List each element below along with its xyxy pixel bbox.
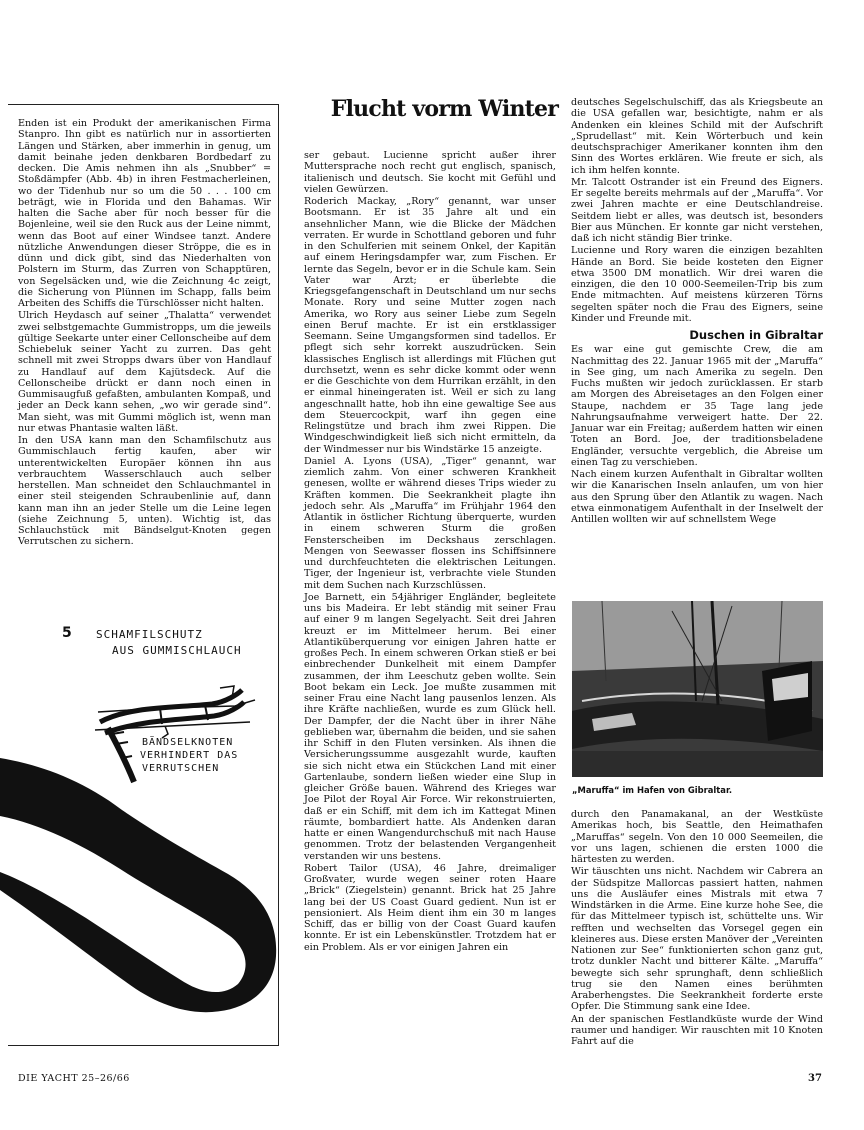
magazine-issue-footer: DIE YACHT 25–26/66	[18, 1073, 130, 1084]
paragraph: Robert Tailor (USA), 46 Jahre, dreimaliger Großvater, wurde wegen seiner roten Haare „Brick“ (Ziegelstein) genannt. Brick hat 25 Jahre lang bei der US Coast Guard gedient. Nun ist er pensioniert. Als Heim dient ihm ein 30 m langes Schiff, das er billig von der Coast Guard kaufen konnte. Er ist ein Lebenskünstler. Trotzdem hat er ein Problem. Als er vor einigen Jahren ein	[304, 862, 556, 953]
article-headline: Flucht vorm Winter	[330, 96, 558, 122]
right-text-column	[571, 97, 823, 526]
paragraph: Ulrich Heydasch auf seiner „Thalatta“ verwendet zwei selbstgemachte Gummistropps, um die jeweils gültige Seekarte unter einer Cellonscheibe auf dem Schiebeluk seiner Yacht zu zurren. Das geht schnell mit zwei Stropps dwars über von Handlauf zu Handlauf auf dem Kajütsdeck. Auf die Cellonscheibe drückt er dann noch einen in Gummisaugfuß gefaßten, ambulanten Kompaß, und jeder an Deck kann sehen, „wo wir gerade sind“. Man sieht, was mit Gummi möglich ist, wenn man nur etwas Phantasie walten läßt.	[18, 310, 271, 434]
yacht-photo-image	[572, 601, 823, 777]
paragraph: Wir täuschten uns nicht. Nachdem wir Cabrera an der Südspitze Mallorcas passiert hatten, nahmen uns die Ausläufer eines Mistrals mit etwa 7 Windstärken in die Arme. Eine kurze hohe See, die für das Mittelmeer typisch ist, schüttelte uns. Wir refften und wechselten das Vorsegel gegen ein kleineres aus. Diese ersten Manöver der „Vereinten Nationen zur See“ funktionierten schon ganz gut, trotz dunkler Nacht und bitterer Kälte. „Maruffa“ bewegte sich sehr sprunghaft, denn schließlich trug sie den Namen eines berühmten Araberhengstes. Die Seekrankheit forderte erste Opfer. Die Stimmung sank eine Idee.	[571, 866, 823, 1013]
paragraph: ser gebaut. Lucienne spricht außer ihrer Muttersprache noch recht gut englisch, spanisch, italienisch und deutsch. Sie kocht mit Gefühl und vielen Gewürzen.	[304, 150, 556, 195]
figure-label-line1: BÄNDSELKNOTEN	[142, 737, 234, 748]
paragraph: An der spanischen Festlandküste wurde der Wind raumer und handiger. Wir rauschten mit 10 Knoten Fahrt auf die	[571, 1013, 823, 1047]
paragraph: Roderich Mackay, „Rory“ genannt, war unser Bootsmann. Er ist 35 Jahre alt und ein ansehnlicher Mann, wie die Blicke der Mädchen verraten. Er wurde in Schottland geboren und fuhr in den Schulferien mit seinem Onkel, der Kapitän auf einem Heringsdampfer war, zum Fischen. Er lernte das Segeln, bevor er in die Schule kam. Sein Vater war Arzt; er überlebte die Kriegsgefangenschaft in Deutschland um nur sechs Monate. Rory und seine Mutter zogen nach Amerika, wo Rory aus seiner Liebe zum Segeln einen Beruf machte. Er ist ein erstklassiger Seemann. Seine Umgangsformen sind tadellos. Er pflegt sich sehr korrekt auszudrücken. Sein klassisches Englisch ist allerdings mit Flüchen gut durchsetzt, wenn es sehr dicke kommt oder wenn er die Geschichte von dem Hurrikan erzählt, in den er einmal hineingeraten ist. Weil er sich zu lang angeschnallt hatte, hob ihn eine gewaltige See aus dem Steuercockpit, warf ihn gegen eine Relingstütze und brach ihm zwei Rippen. Die Windgeschwindigkeit ließ sich nicht ermitteln, da der Windmesser nur bis Windstärke 15 anzeigte.	[304, 196, 556, 455]
paragraph: Es war eine gut gemischte Crew, die am Nachmittag des 22. Januar 1965 mit der „Maruffa“ in See ging, um nach Amerika zu segeln. Den Fuchs mußten wir jedoch zurücklassen. Er starb am Morgen des Abreisetages an den Folgen einer Staupe, nachdem er 35 Tage lang jede Nahrungsaufnahme verweigert hatte. Der 22. Januar war ein Freitag; außerdem hatten wir einen Toten an Bord. Joe, der traditionsbeladene Engländer, versuchte vergeblich, die Abreise um einen Tag zu verschieben.	[571, 344, 823, 468]
figure-label-line3: VERRUTSCHEN	[142, 763, 220, 774]
paragraph: Nach einem kurzen Aufenthalt in Gibraltar wollten wir die Kanarischen Inseln anlaufen, um von hier aus den Sprung über den Atlantik zu wagen. Nach etwa einmonatigem Aufenthalt in der Inselwelt der Antillen wollten wir auf schnellstem Wege	[571, 469, 823, 525]
harbor-photo	[572, 601, 823, 777]
right-text-column-bottom	[571, 809, 823, 1048]
paragraph: Joe Barnett, ein 54jähriger Engländer, begleitete uns bis Madeira. Er lebt ständig mit seiner Frau auf einer 9 m langen Segelyacht. Seit drei Jahren kreuzt er im Mittelmeer herum. Bei einer Atlantiküberquerung vor einigen Jahren hatte er großes Pech. In einem schweren Orkan stieß er bei einbrechender Dunkelheit mit einem Dampfer zusammen, der ihm Leeschutz geben wollte. Sein Boot bekam ein Leck. Joe mußte zusammen mit seiner Frau eine Nacht lang pausenlos lenzen. Als ihre Kräfte nachließen, wurde es zum Glück hell. Der Dampfer, der die Nacht über in ihrer Nähe geblieben war, übernahm die beiden, und sie sahen ihr Schiff in den Fluten versinken. Als ihnen die Versicherungssumme ausgezahlt wurde, kauften sie sich nicht etwa ein Stückchen Land mit einer Gartenlaube, sondern ließen wieder eine Slup in gleicher Größe bauen. Während des Krieges war Joe Pilot der Royal Air Force. Wir rekonstruierten, daß er ein Schiff, mit dem ich im Kattegat Minen räumte, bombardiert hatte. Als Andenken daran hatte er einen Wangendurchschuß mit nach Hause genommen. Trotz der belastenden Vergangenheit verstanden wir uns bestens.	[304, 591, 556, 862]
chafe-guard-illustration	[0, 660, 278, 1040]
figure-number: 5	[62, 625, 72, 641]
page-number: 37	[808, 1073, 822, 1084]
paragraph: Lucienne und Rory waren die einzigen bezahlten Hände an Bord. Sie beide kosteten den Eigner etwa 3500 DM monatlich. Wir drei waren die einzigen, die den 10 000-Seemeilen-Trip bis zum Ende mitmachten. Auf meistens kürzeren Törns segelten später noch die Frau des Eigners, seine Kinder und Freunde mit.	[571, 245, 823, 324]
middle-text-column	[304, 150, 556, 954]
paragraph: Enden ist ein Produkt der amerikanischen Firma Stanpro. Ihn gibt es natürlich nur in assortierten Längen und Stärken, aber immerhin in genug, um damit beinahe jeden denkbaren Bordbedarf zu decken. Die Amis nehmen ihn als „Snubber“ = Stoßdämpfer (Abb. 4b) in ihren Festmacherleinen, wo der Tidenhub nur so um die 50 . . . 100 cm beträgt, wie in Florida und den Bahamas. Wir halten die Sache aber für noch besser für die Bojenleine, weil sie den Ruck aus der Leine nimmt, wenn das Boot auf einer Windsee tanzt. Andere nützliche Anwendungen dieser Ströppe, die es in dünn und dick gibt, sind das Niederhalten von Polstern im Sturm, das Zurren von Schapptüren, von Segelsäcken und, wie die Zeichnung 4c zeigt, die Sicherung von Plünnen im Schapp, falls beim Arbeiten des Schiffs die Türschlösser nicht halten.	[18, 118, 271, 309]
section-subhead: Duschen in Gibraltar	[689, 328, 823, 342]
paragraph: deutsches Segelschulschiff, das als Kriegsbeute an die USA gefallen war, besichtigte, nahm er als Andenken ein kleines Schild mit der Aufschrift „Sprudellast“ mit. Kein Wörterbuch und kein deutschsprachiger Amerikaner konnten ihm den Sinn des Wortes erklären. Wie freute er sich, als ich ihm helfen konnte.	[571, 97, 823, 176]
figure-title-line1: SCHAMFILSCHUTZ	[96, 628, 203, 641]
photo-caption: „Maruffa“ im Hafen von Gibraltar.	[572, 785, 733, 795]
figure-label-line2: VERHINDERT DAS	[140, 750, 239, 761]
figure-title-line2: AUS GUMMISCHLAUCH	[112, 644, 242, 657]
paragraph: In den USA kann man den Schamfilschutz aus Gummischlauch fertig kaufen, aber wir unterentwickelten Europäer können ihn aus verbrauchtem Wasserschlauch auch selber herstellen. Man schneidet den Schlauchmantel in einer steil steigenden Schraubenlinie auf, dann kann man ihn an jeder Stelle um die Leine legen (siehe Zeichnung 5, unten). Wichtig ist, das Schlauchstück mit Bändselgut-Knoten gegen Verrutschen zu sichern.	[18, 435, 271, 548]
paragraph: durch den Panamakanal, an der Westküste Amerikas hoch, bis Seattle, den Heimathafen „Maruffas“ segeln. Von den 10 000 Seemeilen, die vor uns lagen, schienen die ersten 1000 die härtesten zu werden.	[571, 809, 823, 865]
paragraph: Daniel A. Lyons (USA), „Tiger“ genannt, war ziemlich zahm. Von einer schweren Krankheit genesen, wollte er während dieses Trips wieder zu Kräften kommen. Die Seekrankheit plagte ihn jedoch sehr. Als „Maruffa“ im Frühjahr 1964 den Atlantik in östlicher Richtung überquerte, wurden in einem schweren Sturm die großen Fensterscheiben im Deckshaus zerschlagen. Mengen von Seewasser flossen ins Schiffsinnere und durchfeuchteten die elektrischen Leitungen. Tiger, der Ingenieur ist, verbrachte viele Stunden mit dem Suchen nach Kurzschlüssen.	[304, 455, 556, 591]
paragraph: Mr. Talcott Ostrander ist ein Freund des Eigners. Er segelte bereits mehrmals auf der „Maruffa“. Vor zwei Jahren machte er eine Deutschlandreise. Seitdem liebt er alles, was deutsch ist, besonders Bier aus München. Er konnte gar nicht verstehen, daß ich nicht ständig Bier trinke.	[571, 176, 823, 244]
sidebar-text-column	[18, 118, 271, 549]
